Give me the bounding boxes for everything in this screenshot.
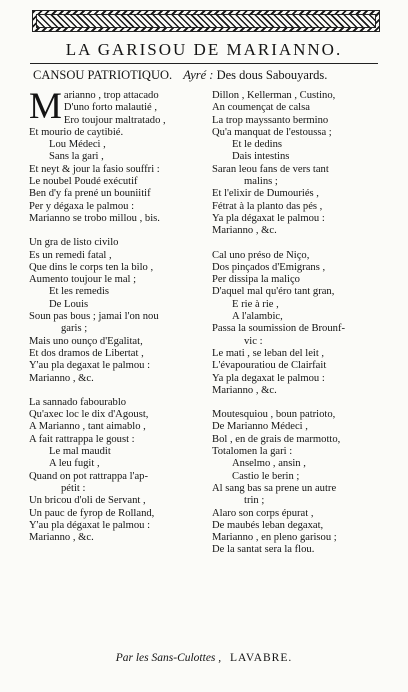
verse-line: Al sang bas sa prene un autre — [212, 482, 337, 494]
verse-line: Qu'axec loc le dix d'Agoust, — [29, 409, 149, 421]
verse-line: De maubés leban degaxat, — [212, 519, 324, 531]
ornament-border — [36, 14, 376, 28]
verse-line: Anselmo , ansin , — [232, 458, 306, 470]
author-name: LAVABRE. — [230, 652, 293, 664]
stanza — [212, 409, 388, 557]
verse-line: Le mal maudit — [49, 446, 111, 458]
air-label: Ayré : — [183, 68, 214, 82]
verse-line: Ya pla dégaxat le palmou : — [212, 212, 325, 224]
verse-line: Dais intestins — [232, 151, 290, 163]
verse-line: Mais uno ounço d'Egalitat, — [29, 335, 143, 347]
verse-line: malins ; — [244, 176, 278, 188]
verse-line: A l'alambic, — [232, 311, 283, 323]
verse-line: Ya pla degaxat le palmou : — [212, 372, 325, 384]
verse-line: Es un remedi fatal , — [29, 249, 112, 261]
verse-line: Et l'elixir de Dumouriés , — [212, 188, 319, 200]
verse-line: De Marianno Médeci , — [212, 421, 308, 433]
verse-line: vic : — [244, 335, 263, 347]
verse-line: Dos pinçados d'Emigrans , — [212, 261, 326, 273]
verse-line: Ero toujour maltratado , — [63, 114, 166, 126]
verse-line: Y'au pla dégaxat le palmou : — [29, 519, 151, 531]
verse-line: Passa la soumission de Brounf- — [212, 323, 346, 335]
verse-line: Marianno , &c. — [212, 384, 277, 396]
verse-line: trin ; — [244, 495, 265, 507]
verse-line: La sannado fabourablo — [29, 396, 127, 408]
verse-line: Sans la gari , — [49, 151, 104, 163]
verse-line: Soun pas bous ; jamai l'on nou — [29, 311, 159, 323]
stanza-gap — [29, 385, 201, 397]
verse-line: A Marianno , tant aimablo , — [29, 421, 146, 433]
verse-line: Et dos dramos de Libertat , — [29, 347, 144, 359]
right-column — [212, 90, 388, 557]
verse-line: Marianno , &c. — [29, 372, 94, 384]
verse-line: Et mourio de caytibié. — [29, 126, 124, 138]
verse-line: L'évapouratiou de Clairfait — [212, 360, 327, 372]
verse-line: D'aquel mal qu'éro tant gran, — [212, 286, 335, 298]
verse-line: Et les remedis — [49, 286, 110, 298]
verse-line: Et le dedins — [232, 139, 283, 151]
stanza-gap — [212, 397, 388, 409]
verse-line: Que dins le corps ten la bilo , — [29, 261, 154, 273]
verse-line: garis ; — [61, 323, 88, 335]
song-title: LA GARISOU DE MARIANNO. — [65, 40, 343, 59]
stanza — [212, 250, 388, 398]
verse-line: Marianno , &c. — [29, 532, 94, 544]
stanza — [29, 237, 201, 385]
verse-line: De la santat sera la flou. — [212, 544, 315, 556]
stanza-gap — [212, 238, 388, 250]
verse-line: Moutesquiou , boun patrioto, — [212, 409, 336, 421]
verse-line: Un gra de listo civilo — [29, 237, 119, 249]
song-subtitle: CANSOU PATRIOTIQUO. — [33, 68, 173, 82]
verse-line: Le noubel Poudé exécutif — [29, 176, 138, 188]
left-column — [29, 86, 201, 544]
verse-line: Le mati , se leban del leit , — [212, 347, 325, 359]
verse-line: Qu'a manquat de l'estoussa ; — [212, 126, 332, 138]
verse-line: A fait rattrappa le goust : — [29, 433, 135, 445]
verse-line: pétit : — [61, 482, 86, 494]
verse-line: La trop mayssanto bermino — [212, 114, 329, 126]
verse-line: A leu fugit , — [49, 458, 100, 470]
verse-line: Alaro son corps épurat , — [212, 507, 314, 519]
verse-line: Saran leou fans de vers tant — [212, 163, 329, 175]
stanza-gap — [29, 225, 201, 237]
header-ornament — [32, 10, 380, 32]
stanza — [212, 90, 388, 238]
verse-line: Quand on pot rattrappa l'ap- — [29, 470, 148, 482]
drop-cap: M — [29, 86, 62, 127]
verse-line: Fétrat à la planto das pés , — [212, 200, 323, 212]
verse-line: Per y dégaxa le palmou : — [29, 200, 135, 212]
verse-line: Et neyt & jour la fasio souffri : — [29, 163, 160, 175]
verse-line: De Louis — [49, 298, 89, 310]
verse-line: Ben d'y fa prené un bouniitif — [29, 188, 151, 200]
verse-line: Lou Médeci , — [49, 139, 106, 151]
verse-line: D'uno forto malautié , — [63, 102, 158, 114]
verse-line: Aumento toujour le mal ; — [29, 274, 137, 286]
stanza — [29, 397, 201, 545]
subtitle-line — [33, 68, 383, 83]
verse-line: An coumençat de calsa — [212, 102, 310, 114]
verse-line: Cal uno préso de Niço, — [212, 249, 310, 261]
signature — [0, 652, 408, 664]
verse-line: Un bricou d'oli de Servant , — [29, 495, 146, 507]
verse-line: E rie à rie , — [232, 298, 279, 310]
signature-by: Par les Sans-Culottes , — [115, 652, 222, 664]
air-name: Des dous Sabouyards. — [216, 68, 328, 82]
verse-line: Totalomen la gari : — [212, 446, 293, 458]
verse-line: Marianno , en pleno garisou ; — [212, 532, 337, 544]
verse-line: arianno , trop attacado — [63, 90, 159, 101]
verse-line: Un pauc de fyrop de Rolland, — [29, 507, 155, 519]
verse-line: Castio le berin ; — [232, 470, 300, 482]
verse-line: Dillon , Kellerman , Custino, — [212, 90, 336, 101]
title-rule — [30, 63, 378, 64]
verse-line: Per dissipa la maliço — [212, 274, 300, 286]
verse-line: Marianno se trobo millou , bis. — [29, 212, 160, 224]
verse-line: Y'au pla degaxat le palmou : — [29, 360, 151, 372]
verse-line: Marianno , &c. — [212, 225, 277, 237]
verse-line: Bol , en de grais de marmotto, — [212, 433, 341, 445]
